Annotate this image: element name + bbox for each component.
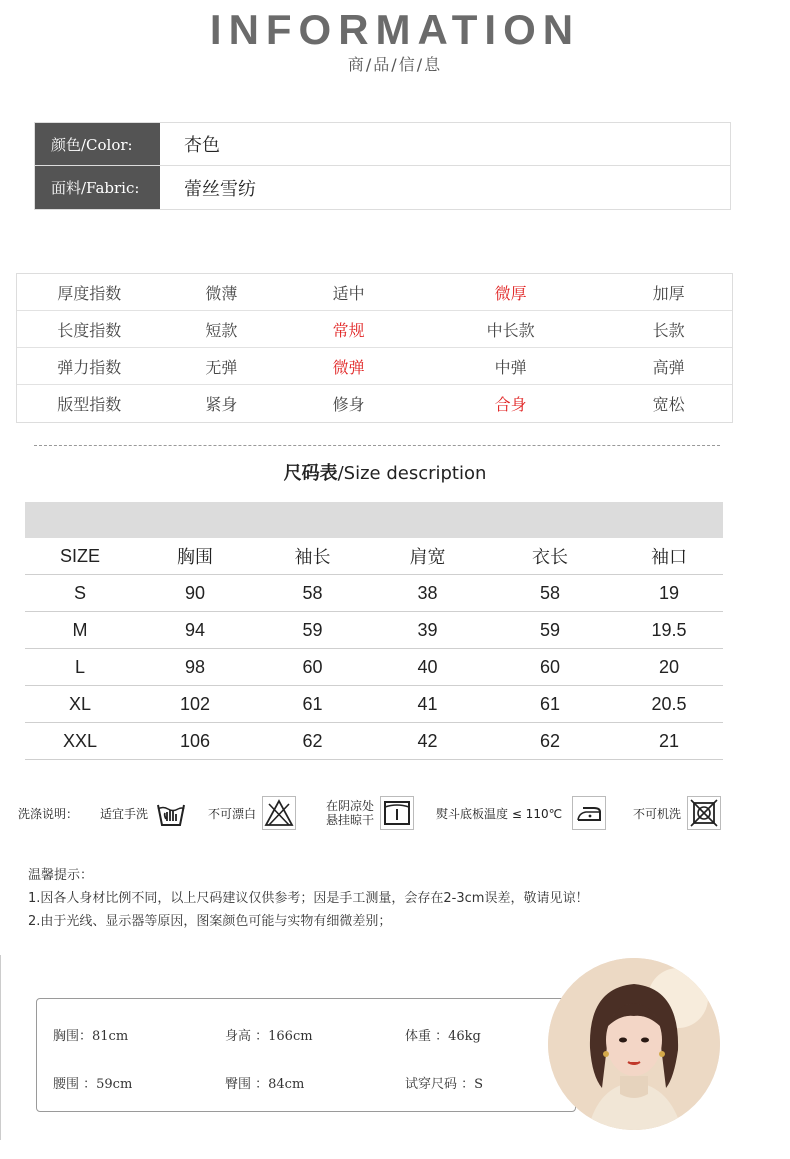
size-header-cell: 胸围 bbox=[177, 547, 213, 567]
size-cell: 19 bbox=[658, 582, 680, 603]
size-cell: 62 bbox=[539, 730, 561, 751]
size-cell: 21 bbox=[658, 730, 680, 751]
index-option-selected: 合身 bbox=[494, 395, 527, 414]
index-row-thickness bbox=[17, 274, 732, 311]
index-option: 紧身 bbox=[205, 395, 238, 414]
size-title-bold: 尺码表 bbox=[283, 463, 338, 484]
size-cell: XXL bbox=[62, 730, 98, 751]
size-header-row bbox=[25, 538, 723, 575]
tips-title: 温馨提示： bbox=[28, 868, 94, 883]
size-cell: 58 bbox=[539, 582, 561, 603]
table-row bbox=[25, 723, 723, 760]
care-label bbox=[18, 795, 78, 831]
size-cell: 90 bbox=[184, 582, 206, 603]
care-item-hand-wash bbox=[100, 795, 188, 831]
info-value: 蕾丝雪纺 bbox=[184, 178, 256, 200]
tips-line: 1.因各人身材比例不同，以上尺码建议仅供参考；因是手工测量，会存在2-3cm误差，敬请见谅！ bbox=[28, 891, 589, 906]
size-cell: 98 bbox=[184, 656, 206, 677]
size-title-rest: /Size description bbox=[337, 463, 487, 484]
size-cell: 59 bbox=[302, 619, 323, 640]
table-row bbox=[25, 575, 723, 612]
index-name: 版型指数 bbox=[57, 395, 122, 414]
model-hip: 臀围 ：84cm bbox=[225, 1077, 305, 1092]
model-waist: 腰围 ：59cm bbox=[53, 1077, 133, 1092]
index-row-fit bbox=[17, 385, 732, 422]
size-header-cell: SIZE bbox=[59, 545, 100, 566]
no-machine-wash-icon bbox=[687, 796, 721, 830]
size-cell: 106 bbox=[179, 730, 211, 751]
info-label: 颜色/Color: bbox=[35, 123, 160, 165]
care-item-iron bbox=[436, 795, 606, 831]
model-bust: 胸围：81cm bbox=[53, 1029, 129, 1044]
index-name: 长度指数 bbox=[57, 320, 122, 340]
size-header-cell: 衣长 bbox=[532, 547, 568, 567]
index-option-selected: 微弹 bbox=[332, 357, 365, 377]
size-header-cell: 肩宽 bbox=[409, 547, 446, 567]
info-label: 面料/Fabric: bbox=[35, 166, 160, 209]
size-table-title bbox=[0, 459, 770, 485]
tips-line: 2.由于光线、显示器等原因，图案颜色可能与实物有细微差别； bbox=[28, 914, 392, 929]
care-label-text: 洗涤说明： bbox=[18, 806, 79, 821]
table-row bbox=[25, 686, 723, 723]
model-try-size: 试穿尺码 ：S bbox=[405, 1077, 484, 1092]
size-cell: 62 bbox=[302, 730, 323, 751]
index-row-elasticity bbox=[17, 348, 732, 385]
size-cell: 41 bbox=[417, 693, 438, 714]
index-option: 中长款 bbox=[486, 320, 535, 340]
size-header-cell: 袖长 bbox=[294, 547, 331, 567]
care-item-no-bleach bbox=[208, 795, 296, 831]
iron-icon bbox=[572, 796, 606, 830]
size-cell: 42 bbox=[417, 730, 438, 751]
model-avatar bbox=[548, 958, 720, 1130]
size-cell: 61 bbox=[539, 693, 561, 714]
hang-dry-icon bbox=[380, 796, 414, 830]
index-name: 厚度指数 bbox=[57, 283, 122, 303]
size-cell: 58 bbox=[302, 582, 323, 603]
info-value: 杏色 bbox=[184, 135, 220, 156]
size-cell: 38 bbox=[417, 582, 438, 603]
tips bbox=[28, 864, 588, 933]
index-option: 宽松 bbox=[652, 395, 685, 414]
size-cell: 40 bbox=[417, 656, 438, 677]
info-row-fabric bbox=[35, 166, 730, 209]
table-row bbox=[25, 612, 723, 649]
index-option: 无弹 bbox=[205, 357, 238, 377]
care-text-line1: 在阴凉处 bbox=[326, 799, 375, 813]
index-option: 中弹 bbox=[494, 357, 527, 377]
size-cell: 20.5 bbox=[651, 693, 687, 714]
size-table-band bbox=[25, 502, 723, 538]
size-cell: XL bbox=[68, 693, 92, 714]
index-name: 弹力指数 bbox=[57, 357, 122, 377]
section-subtitle: 商/品/信/息 bbox=[347, 55, 443, 74]
no-bleach-icon bbox=[262, 796, 296, 830]
dashed-divider bbox=[34, 445, 720, 446]
hand-wash-icon bbox=[154, 796, 188, 830]
size-cell: M bbox=[72, 619, 88, 640]
info-row-color bbox=[35, 123, 730, 166]
care-item-hang-dry bbox=[326, 795, 414, 831]
size-cell: L bbox=[74, 656, 85, 677]
size-cell: 39 bbox=[417, 619, 438, 640]
index-option: 加厚 bbox=[652, 283, 685, 303]
size-cell: S bbox=[73, 582, 86, 603]
care-text-line2: 悬挂晾干 bbox=[326, 813, 375, 827]
model-height: 身高 ：166cm bbox=[225, 1029, 313, 1044]
care-text: 不可机洗 bbox=[633, 806, 682, 821]
table-row bbox=[25, 649, 723, 686]
index-option: 适中 bbox=[332, 283, 365, 303]
size-cell: 102 bbox=[179, 693, 211, 714]
index-option: 短款 bbox=[205, 320, 238, 340]
size-header-cell: 袖口 bbox=[651, 547, 687, 567]
edge-divider bbox=[0, 955, 1, 1140]
care-item-no-machine-wash bbox=[633, 795, 721, 831]
care-text: 适宜手洗 bbox=[100, 806, 149, 821]
size-cell: 60 bbox=[302, 656, 323, 677]
index-option: 微薄 bbox=[205, 283, 238, 303]
product-info-table bbox=[34, 122, 731, 210]
size-cell: 60 bbox=[539, 656, 561, 677]
model-weight: 体重 ：46kg bbox=[405, 1029, 481, 1044]
model-info-card bbox=[36, 998, 576, 1112]
size-table bbox=[25, 538, 723, 760]
index-option: 修身 bbox=[332, 395, 365, 414]
size-cell: 20 bbox=[658, 656, 680, 677]
index-option: 高弹 bbox=[652, 357, 685, 377]
index-option-selected: 微厚 bbox=[494, 283, 527, 303]
care-text: 不可漂白 bbox=[208, 806, 257, 821]
size-cell: 94 bbox=[184, 619, 206, 640]
size-cell: 61 bbox=[302, 693, 323, 714]
attribute-index-table bbox=[16, 273, 733, 423]
size-cell: 59 bbox=[539, 619, 561, 640]
index-option: 长款 bbox=[652, 320, 685, 340]
care-text bbox=[326, 799, 374, 827]
care-instructions bbox=[18, 795, 738, 831]
size-cell: 19.5 bbox=[651, 619, 687, 640]
section-title: INFORMATION bbox=[209, 6, 581, 53]
care-text: 熨斗底板温度 ≤ 110℃ bbox=[436, 806, 563, 821]
index-row-length bbox=[17, 311, 732, 348]
index-option-selected: 常规 bbox=[332, 320, 365, 340]
